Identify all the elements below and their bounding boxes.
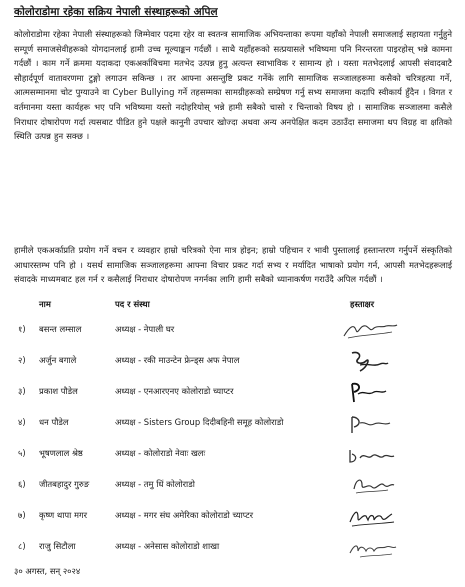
signatory-name: भूषणलाल श्रेष्ठ [39,448,83,458]
table-row [14,378,452,409]
signature-image [340,378,400,406]
signatory-role: अध्यक्ष - तमु धिं कोलोराडो [115,479,195,489]
signature-image [340,347,400,375]
paragraph-1: कोलोराडोमा रहेका नेपाली संस्थाहरूको जिम्मेवार पदमा रहेर वा स्वतन्त्र सामाजिक अभियन्ताका रूपमा यहाँको नेपाली समाजलाई सहायता गर्नुहुने सम्पूर्ण समाजसेवीहरूको योगदानलाई हामी उच्च मूल्याङ्कन गर्दछौं । साथै यहाँहरूको सत्प्रयासले भविष्यमा पनि निरन्तरता पाइरहोस् भन्ने कामना गर्दछौं । काम गर्ने क्रममा यदाकदा एकअर्काबिचमा मतभेद उत्पन्न हुनु अत्यन्त स्वाभाविक र सामान्य हो । यस्ता मतभेदलाई आपसी संवादबाटै सौहार्दपूर्ण वातावरणमा टुङ्गो लगाउन सकिन्छ । तर आफ्ना असन्तुष्टि प्रकट गर्नेके लागि सामाजिक सञ्जालहरूमा कसैको चरित्रहत्या गर्ने, आत्मसम्मानमा चोट पुग्याउने वा Cyber Bullying गर्ने तहसम्मका सामग्रीहरूको सम्प्रेषण गर्नु सभ्य समाजमा कदापि स्वीकार्य हुँदैन । विगत र वर्तमानमा यस्ता कार्यहरू भए पनि भविष्यमा यस्तो नदोहरियोस् भन्ने हामी सबैको चासो र चिन्ताको विषय हो । सामाजिक सञ्जालमा कसैले निराधार दोषारोपण गर्दा त्यसबाट पीडित हुने पक्षले कानुनी उपचार खोज्दा अथवा अन्य अनपेक्षित कदम उठाउँदा समाजमा थप विग्रह वा क्षतिको स्थिति उत्पन्न हुन सक्छ । [14,29,452,142]
header-role: पद र संस्था [115,299,150,309]
row-number: ८) [18,541,26,551]
signatory-role: अध्यक्ष - मगर संघ अमेरिका कोलोराडो च्याप्टर [115,510,254,520]
row-number: ३) [18,386,26,396]
row-number: ७) [18,510,26,520]
signature-image [340,440,400,468]
signatory-name: अर्जुन बगाले [39,355,77,365]
header-signature: हस्ताक्षर [350,299,375,309]
signatory-role: अध्यक्ष - रकी माउन्टेन फ्रेन्ड्स अफ नेपाल [115,355,240,365]
row-number: ४) [18,417,26,427]
table-row [14,409,452,440]
paragraph-2: हामीले एकअर्काप्रति प्रयोग गर्ने वचन र व्यवहार हाम्रो चरित्रको ऐना मात्र होइन; हाम्रो पहिचान र भावी पुस्तालाई हस्तान्तरण गर्नुपर्ने संस्कृतिको आधारस्तम्भ पनि हो । यसर्थ सामाजिक सञ्जालहरूमा आफ्ना विचार प्रकट गर्दा सभ्य र मर्यादित भाषाको प्रयोग गर्न, आपसी मतभेदहरूलाई संवादके माध्यमबाट हल गर्न र कसैलाई निराधार दोषारोपण नगर्नका लागि हामी सबैको ध्यानाकर्षण गराउँदै अपिल गर्दछौं । [14,245,452,285]
signatory-name: धन पौडेल [39,417,69,427]
table-header [14,296,452,316]
document-date: ३० अगस्त, सन् २०२४ [14,566,81,576]
signatory-role: अध्यक्ष - अनेसास कोलोराडो शाखा [115,541,220,551]
signatory-name: कृष्ण थापा मगर [39,510,88,520]
signatory-name: प्रकाश पौडेल [39,386,78,396]
table-row [14,471,452,502]
table-row [14,502,452,533]
signature-image [340,316,400,344]
signature-image [340,409,400,437]
table-row [14,316,452,347]
row-number: २) [18,355,26,365]
signatory-role: अध्यक्ष - नेपाली घर [115,324,175,334]
signatory-name: राजु सिटौला [39,541,76,551]
row-number: ६) [18,479,26,489]
signatory-role: अध्यक्ष - एनआरएनए कोलोराडो च्याप्टर [115,386,234,396]
signatory-name: बसन्त लम्साल [39,324,82,334]
header-name: नाम [39,299,51,309]
signature-image [340,471,400,499]
signature-image [340,533,400,561]
signature-image [340,502,400,530]
signatory-name: जीतबहादुर गुरुङ [39,479,90,489]
document-title: कोलोराडोमा रहेका सक्रिय नेपाली संस्थाहरूको अपिल [14,6,218,18]
row-number: १) [18,324,26,334]
table-row [14,533,452,564]
signatory-table [14,296,452,564]
row-number: ५) [18,448,26,458]
signatory-role: अध्यक्ष - Sisters Group दिदीबहिनी समूह कोलोराडो [115,417,284,427]
table-row [14,440,452,471]
table-row [14,347,452,378]
signatory-role: अध्यक्ष - कोलोराडो नेवाः खलः [115,448,206,458]
